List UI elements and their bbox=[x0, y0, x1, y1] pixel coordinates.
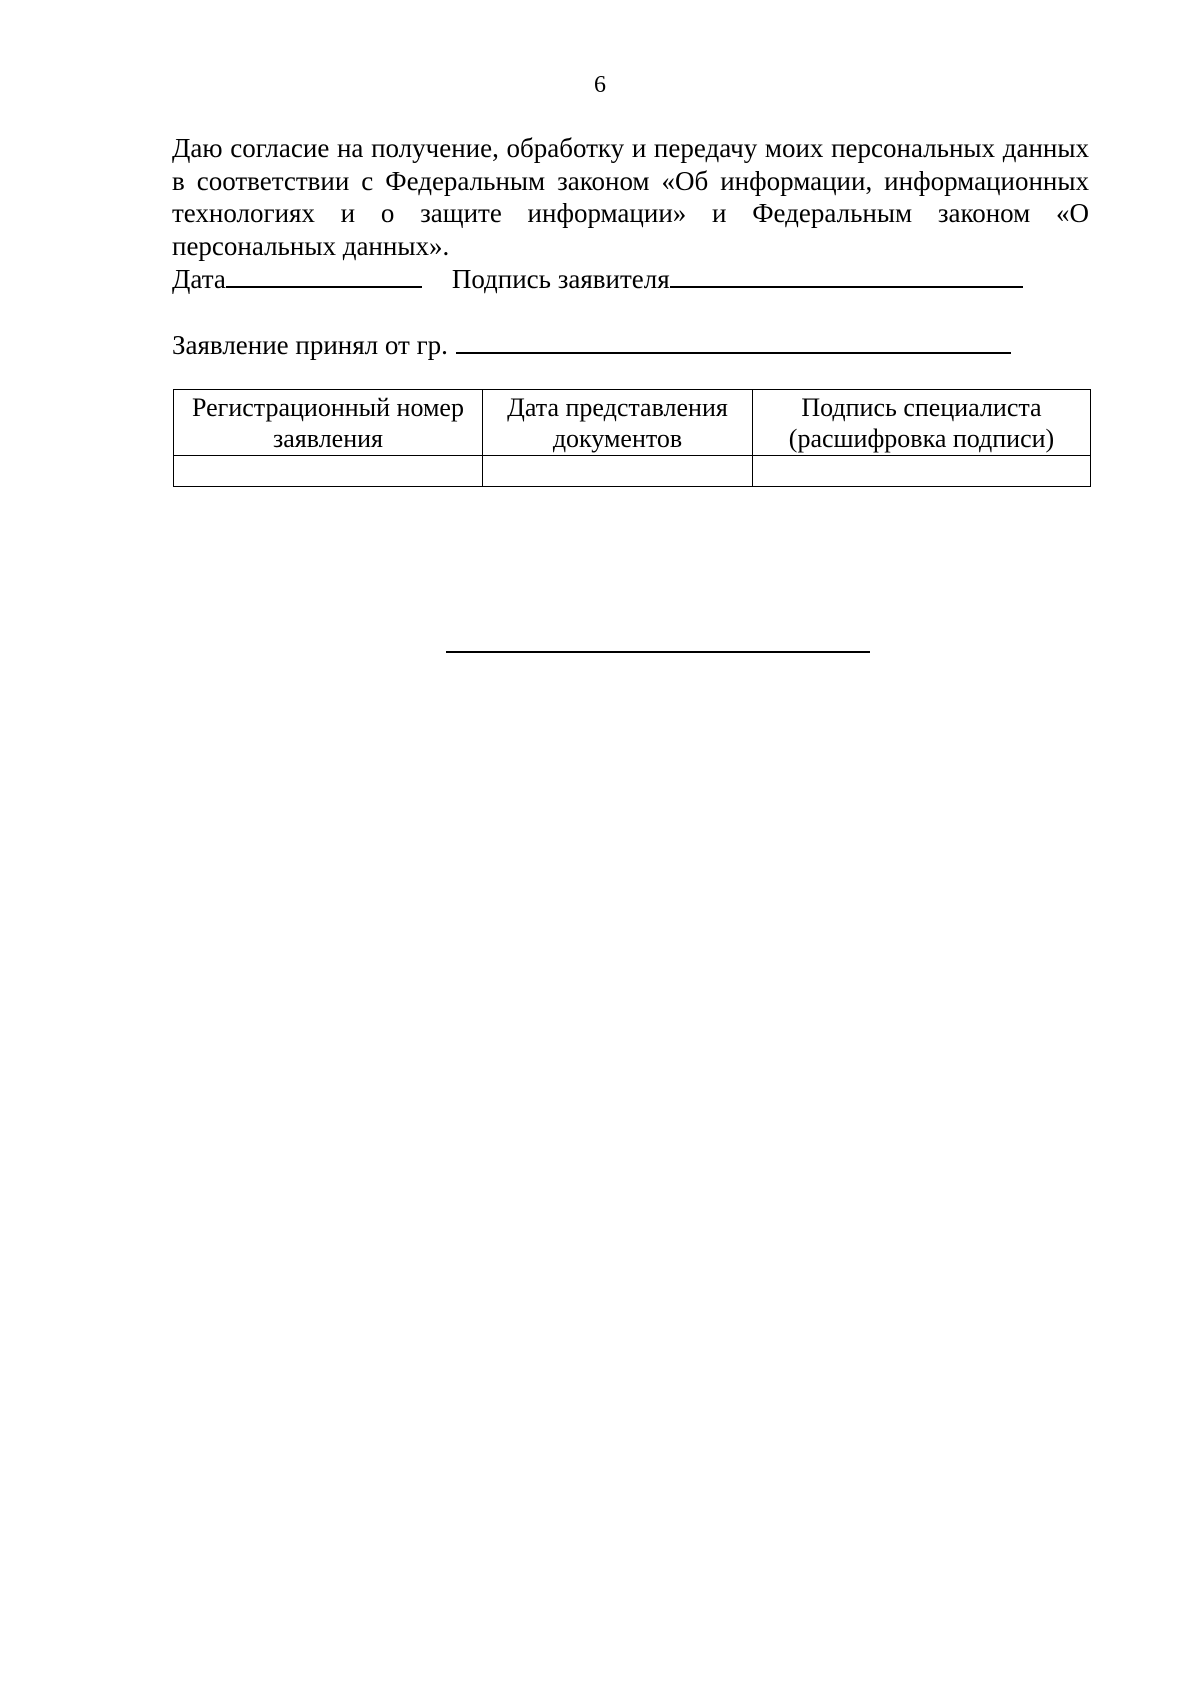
table-header-row bbox=[174, 390, 1091, 456]
applicant-signature-label: Подпись заявителя bbox=[451, 264, 670, 294]
accepted-from-row bbox=[172, 328, 1011, 361]
date-fill-line[interactable] bbox=[226, 262, 422, 288]
end-of-document-rule bbox=[446, 651, 870, 653]
column-header-line: Дата представления bbox=[507, 393, 728, 422]
accepted-from-label: Заявление принял от гр. bbox=[172, 330, 448, 360]
date-label: Дата bbox=[172, 264, 226, 294]
applicant-signature-fill-line[interactable] bbox=[670, 262, 1023, 288]
column-header-line: (расшифровка подписи) bbox=[788, 424, 1055, 453]
column-header-submission-date bbox=[483, 390, 753, 456]
table-row bbox=[174, 456, 1091, 487]
column-header-line: Регистрационный номер bbox=[192, 393, 464, 422]
specialist-signature-cell[interactable] bbox=[753, 456, 1091, 487]
registration-table bbox=[173, 389, 1091, 487]
submission-date-cell[interactable] bbox=[483, 456, 753, 487]
accepted-from-fill-line[interactable] bbox=[456, 328, 1011, 354]
column-header-specialist-signature bbox=[753, 390, 1091, 456]
column-header-line: заявления bbox=[272, 424, 383, 453]
column-header-registration-number bbox=[174, 390, 483, 456]
page-number: 6 bbox=[594, 72, 606, 98]
signature-row bbox=[172, 262, 1023, 295]
registration-number-cell[interactable] bbox=[174, 456, 483, 487]
column-header-line: Подпись специалиста bbox=[801, 393, 1042, 422]
column-header-line: документов bbox=[552, 424, 683, 453]
consent-paragraph: Даю согласие на получение, обработку и передачу моих персональных данных в соответствии с Федеральным законом «Об информации, информационных технологиях и о защите информации» и Федеральным законом «О персональных данных». bbox=[172, 133, 1089, 261]
